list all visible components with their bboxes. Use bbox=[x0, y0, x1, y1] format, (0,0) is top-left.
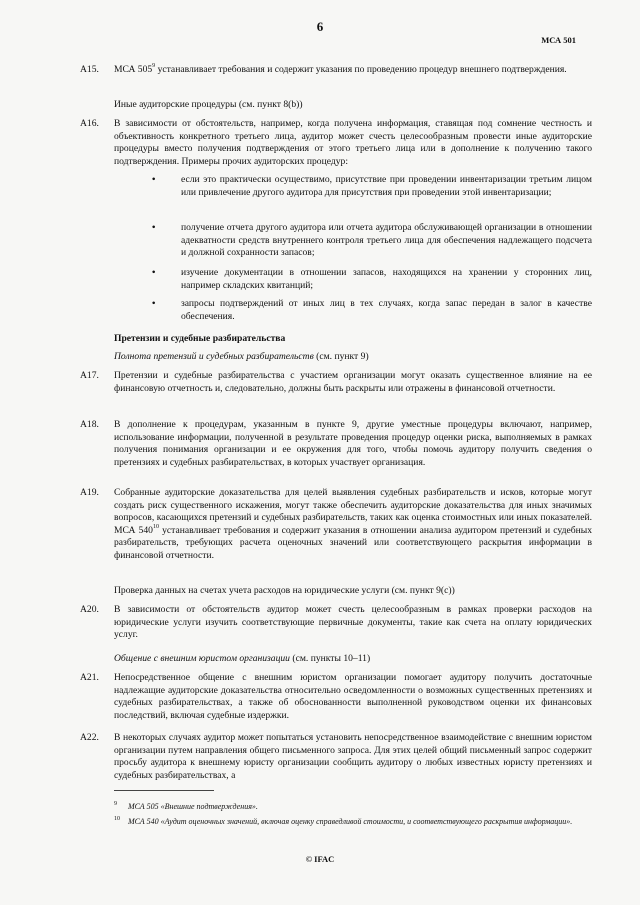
subsection-heading-completeness bbox=[114, 351, 592, 364]
paragraph-text: В дополнение к процедурам, указанным в пункте 9, другие уместные процедуры включают, например, использование информации, полученной в результате проведения процедур оценки риска, выполняемых в рамках получения понимания организации и ее окружения для того, чтобы помочь аудитору получить сведения о претензиях и судебных разбирательствах, в которых участвует организация. bbox=[114, 419, 592, 468]
bullet-item bbox=[152, 298, 592, 323]
paragraph-text: В зависимости от обстоятельств аудитор может счесть целесообразным в рамках проверки расходов на юридические услуги изучить соответствующие первичные документы, такие как счета на оплату юридических услуг. bbox=[114, 604, 592, 641]
paragraph-number: A21. bbox=[80, 672, 99, 683]
section-heading-legal-expenses: Проверка данных на счетах учета расходов на юридические услуги (см. пункт 9(c)) bbox=[114, 585, 455, 596]
paragraph-number: A19. bbox=[80, 487, 99, 498]
bullet-item bbox=[152, 222, 592, 260]
paragraph-a19 bbox=[80, 487, 593, 563]
subsection-heading-ref: (см. пункты 10–11) bbox=[289, 653, 371, 664]
paragraph-text: Собранные аудиторские доказательства для целей выявления судебных разбирательств и исков, которые могут создать риск существенного искажения, могут также обеспечить аудиторские доказательства для иных значимых вопросов, касающихся претензий и судебных разбирательств, таких как оценка стоимостных или иных показателей. МСА 540 bbox=[114, 487, 592, 536]
doc-code: МСА 501 bbox=[541, 35, 576, 45]
bullet-item bbox=[152, 267, 592, 292]
paragraph-number: A22. bbox=[80, 732, 99, 743]
paragraph-text: В некоторых случаях аудитор может попытаться установить непосредственное взаимодействие с внешним юристом организации путем направления общего письменного запроса. Для этих целей общий письменный запрос содержит просьбу аудитора к внешнему юристу организации сообщить аудитору о любых известных юристу претензиях и судебных разбирательствах, а bbox=[114, 732, 592, 781]
paragraph-text: МСА 505 bbox=[114, 64, 153, 75]
paragraph-text: Претензии и судебные разбирательства с участием организации могут оказать существенное влияние на ее финансовую отчетность и, следовательно, должны быть раскрыты или отражены в финансовой отчетности. bbox=[114, 370, 592, 394]
bullet-item bbox=[152, 174, 592, 199]
paragraph-a16 bbox=[80, 118, 592, 168]
footnote-ref-9: 9 bbox=[152, 62, 156, 69]
footnote-ref-10: 10 bbox=[152, 523, 159, 530]
paragraph-a17 bbox=[80, 370, 592, 395]
footnote-10 bbox=[114, 816, 588, 828]
paragraph-a20 bbox=[80, 604, 592, 642]
section-heading-other-procedures: Иные аудиторские процедуры (см. пункт 8(b)) bbox=[114, 99, 303, 110]
bullet-text: изучение документации в отношении запасов, находящихся на хранении у сторонних лиц, например складских квитанций; bbox=[181, 267, 592, 291]
paragraph-number: A20. bbox=[80, 604, 99, 615]
footnote-number: 9 bbox=[114, 801, 117, 807]
bullet-text: запросы подтверждений от иных лиц в тех случаях, когда запас передан в залог в качестве обеспечения. bbox=[181, 298, 592, 322]
section-heading-claims: Претензии и судебные разбирательства bbox=[114, 333, 286, 344]
paragraph-text: В зависимости от обстоятельств, например, когда получена информация, ставящая под сомнение честность и объективность конкретного третьего лица, аудитор может счесть целесообразным провести иные аудиторские процедуры вместо получения подтверждения от этого третьего лица или в дополнение к получению такого подтверждения. Примеры прочих аудиторских процедур: bbox=[114, 118, 592, 167]
paragraph-text-cont: устанавливает требования и содержит указания по проведению процедур внешнего подтверждения. bbox=[155, 64, 567, 75]
paragraph-number: A17. bbox=[80, 370, 99, 381]
paragraph-number: A15. bbox=[80, 64, 99, 75]
bullet-text: получение отчета другого аудитора или отчета аудитора обслуживающей организации в отношении адекватности средств внутреннего контроля третьего лица для обеспечения надлежащего подсчета и должной сохранности запасов; bbox=[181, 222, 592, 259]
subsection-heading-ref: (см. пункт 9) bbox=[313, 351, 369, 362]
bullet-icon: • bbox=[152, 174, 156, 185]
paragraph-number: A16. bbox=[80, 118, 99, 129]
footnote-divider bbox=[114, 790, 214, 791]
subsection-heading-external-counsel bbox=[114, 653, 592, 666]
paragraph-a15 bbox=[80, 62, 592, 77]
footnote-text: МСА 505 «Внешние подтверждения». bbox=[128, 802, 258, 811]
copyright: © IFAC bbox=[305, 854, 335, 864]
paragraph-a18 bbox=[80, 419, 592, 469]
subsection-heading-italic: Общение с внешним юристом организации bbox=[114, 653, 290, 664]
paragraph-a22 bbox=[80, 732, 592, 782]
paragraph-text: Непосредственное общение с внешним юристом организации помогает аудитору получить достаточные надлежащие аудиторские доказательства относительно осведомленности о возможных существенных претензиях и судебных разбирательствах, а также об обоснованности выполненной руководством оценки их финансовых последствий, включая судебные издержки. bbox=[114, 672, 592, 721]
bullet-icon: • bbox=[152, 222, 156, 233]
subsection-heading-italic: Полнота претензий и судебных разбирательств bbox=[114, 351, 314, 362]
page-number: 6 bbox=[316, 19, 324, 34]
footnote-text: МСА 540 «Аудит оценочных значений, включая оценку справедливой стоимости, и соответствующего раскрытия информации». bbox=[128, 817, 573, 826]
paragraph-number: A18. bbox=[80, 419, 99, 430]
paragraph-a21 bbox=[80, 672, 592, 722]
footnote-number: 10 bbox=[114, 816, 120, 822]
paragraph-text-cont: устанавливает требования и содержит указания в отношении анализа аудитором претензий и судебных разбирательств, требующих расчета оценочных значений или соответствующего раскрытия информации в финансовой отчетности. bbox=[114, 524, 593, 561]
bullet-icon: • bbox=[152, 298, 156, 309]
bullet-text: если это практически осуществимо, присутствие при проведении инвентаризации третьим лицом или привлечение другого аудитора для присутствия при проведении этой инвентаризации; bbox=[181, 174, 592, 198]
footnote-9 bbox=[114, 801, 588, 813]
bullet-icon: • bbox=[152, 267, 156, 278]
